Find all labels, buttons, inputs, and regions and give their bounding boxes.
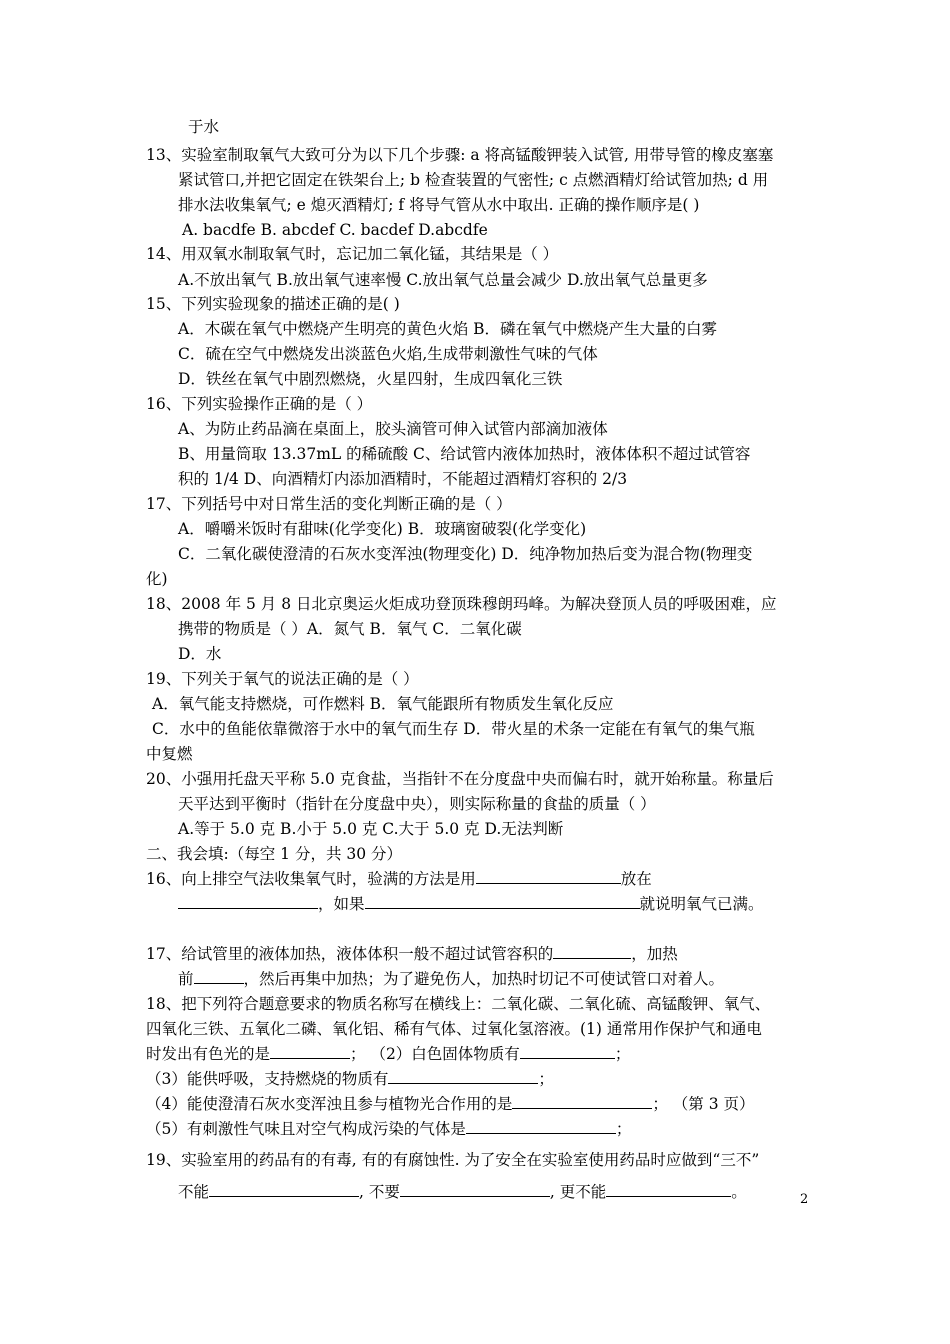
answer-blank[interactable] <box>194 969 244 984</box>
answer-blank[interactable] <box>512 1094 652 1109</box>
fill-question-18-part5: （5）有刺激性气味且对空气构成污染的气体是 ； <box>146 1120 632 1138</box>
answer-blank[interactable] <box>388 1069 538 1084</box>
section-heading: 二、我会填:（每空 1 分，共 30 分） <box>146 845 403 863</box>
text-line: 化) <box>146 570 168 588</box>
text-line: A．氧气能支持燃烧，可作燃料 B．氧气能跟所有物质发生氧化反应 <box>152 695 614 713</box>
fill-question-16: 16、向上排空气法收集氧气时，验满的方法是用 放在 <box>146 870 652 888</box>
fill-question-18-part3: （3）能供呼吸，支持燃烧的物质有 ； <box>146 1070 554 1088</box>
text-line: 四氧化三铁、五氧化二磷、氧化铝、稀有气体、过氧化氢溶液。(1) 通常用作保护气和通电 <box>146 1020 762 1038</box>
answer-blank[interactable] <box>476 869 621 884</box>
fill-question-18-part1: 时发出有色光的是 ； （2）白色固体物质有 ； <box>146 1045 631 1063</box>
text-line: 排水法收集氧气; e 熄灭酒精灯; f 将导气管从水中取出. 正确的操作顺序是( ) <box>178 196 700 214</box>
question-14: 14、用双氧水制取氧气时，忘记加二氧化锰，其结果是（ ） <box>146 245 559 263</box>
text-line: 中复燃 <box>146 745 193 763</box>
options-line: A. bacdfe B. abcdef C. bacdef D.abcdfe <box>182 221 488 239</box>
options-line: A.不放出氧气 B.放出氧气速率慢 C.放出氧气总量会减少 D.放出氧气总量更多 <box>178 271 708 289</box>
text-line: A、为防止药品滴在桌面上，胶头滴管可伸入试管内部滴加液体 <box>178 420 608 438</box>
question-15: 15、下列实验现象的描述正确的是( ) <box>146 295 400 313</box>
fill-question-18: 18、把下列符合题意要求的物质名称写在横线上：二氧化碳、二氧化硫、高锰酸钾、氧气、 <box>146 995 771 1013</box>
question-17: 17、下列括号中对日常生活的变化判断正确的是（ ） <box>146 495 512 513</box>
text-line: A．木碳在氧气中燃烧产生明亮的黄色火焰 B．磷在氧气中燃烧产生大量的白雾 <box>178 320 718 338</box>
text-line: D．铁丝在氧气中剧烈燃烧，火星四射，生成四氧化三铁 <box>178 370 563 388</box>
text-line: D．水 <box>178 645 222 663</box>
question-13: 13、实验室制取氧气大致可分为以下几个步骤: a 将高锰酸钾装入试管, 用带导管的橡皮塞塞 <box>146 146 774 164</box>
text-line: 紧试管口,并把它固定在铁架台上; b 检查装置的气密性; c 点燃酒精灯给试管加热; d 用 <box>178 171 769 189</box>
answer-blank[interactable] <box>270 1044 350 1059</box>
text-line: C．水中的鱼能依靠微溶于水中的氧气而生存 D．带火星的术条一定能在有氧气的集气瓶 <box>152 720 755 738</box>
fill-question-19: 19、实验室用的药品有的有毒, 有的有腐蚀性. 为了安全在实验室使用药品时应做到“三不” <box>146 1151 760 1169</box>
text-line: B、用量筒取 13.37mL 的稀硫酸 C、给试管内液体加热时，液体体积不超过试管容 <box>178 445 751 463</box>
fill-question-19-cont: 不能 , 不要 , 更不能 。 <box>178 1183 747 1201</box>
text-line: 于水 <box>188 118 220 136</box>
options-line: A.等于 5.0 克 B.小于 5.0 克 C.大于 5.0 克 D.无法判断 <box>178 820 564 838</box>
answer-blank[interactable] <box>520 1044 615 1059</box>
text-line: 积的 1/4 D、向酒精灯内添加酒精时，不能超过酒精灯容积的 2/3 <box>178 470 628 488</box>
fill-question-17-cont: 前 ，然后再集中加热；为了避免伤人，加热时切记不可使试管口对着人。 <box>178 970 725 988</box>
question-18: 18、2008 年 5 月 8 日北京奥运火炬成功登顶珠穆朗玛峰。为解决登顶人员的呼吸困难，应 <box>146 595 777 613</box>
page-number: 2 <box>800 1192 809 1207</box>
answer-blank[interactable] <box>553 944 631 959</box>
answer-blank[interactable] <box>606 1182 731 1197</box>
answer-blank[interactable] <box>178 894 318 909</box>
text-line: C．二氧化碳使澄清的石灰水变浑浊(物理变化) D．纯净物加热后变为混合物(物理变 <box>178 545 753 563</box>
answer-blank[interactable] <box>400 1182 550 1197</box>
fill-question-17: 17、给试管里的液体加热，液体体积一般不超过试管容积的 ，加热 <box>146 945 678 963</box>
fill-question-16-cont: ，如果 就说明氧气已满。 <box>178 894 764 914</box>
fill-question-18-part4: （4）能使澄清石灰水变浑浊且参与植物光合作用的是 ； （第 3 页） <box>146 1095 755 1113</box>
text-line: C．硫在空气中燃烧发出淡蓝色火焰,生成带刺激性气味的气体 <box>178 345 598 363</box>
text-line: A．嚼嚼米饭时有甜味(化学变化) B．玻璃窗破裂(化学变化) <box>178 520 587 538</box>
answer-blank[interactable] <box>209 1182 359 1197</box>
text-line: 天平达到平衡时（指针在分度盘中央），则实际称量的食盐的质量（ ） <box>178 795 656 813</box>
text-line: 携带的物质是（ ）A．氮气 B．氧气 C．二氧化碳 <box>178 620 522 638</box>
question-19: 19、下列关于氧气的说法正确的是（ ） <box>146 670 419 688</box>
question-16: 16、下列实验操作正确的是（ ） <box>146 395 373 413</box>
answer-blank[interactable] <box>466 1119 616 1134</box>
question-20: 20、小强用托盘天平称 5.0 克食盐，当指针不在分度盘中央而偏右时，就开始称量。称量后 <box>146 770 774 788</box>
answer-blank[interactable] <box>365 894 640 909</box>
